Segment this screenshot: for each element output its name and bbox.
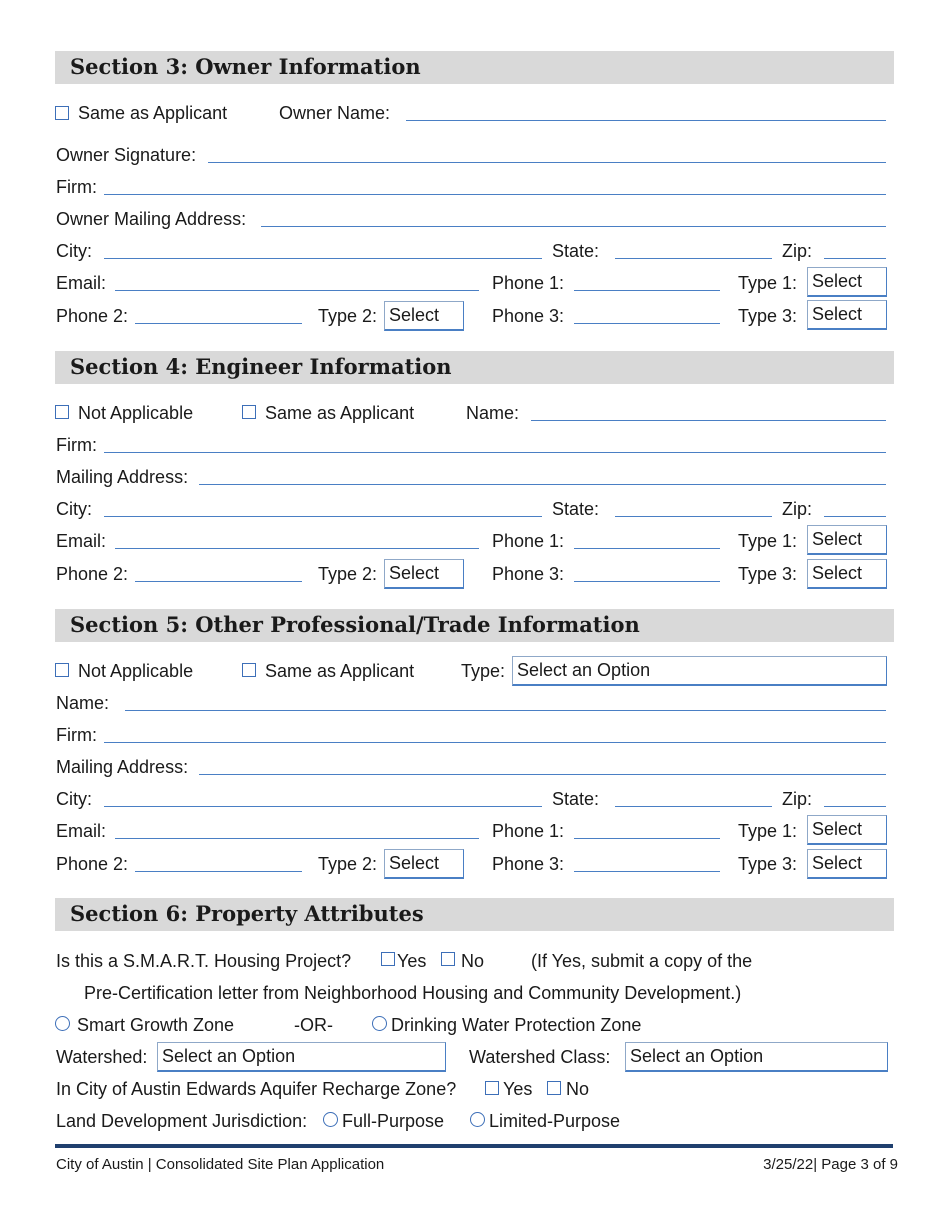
engineer-phone3-field[interactable] (574, 581, 720, 582)
label: Email: (56, 273, 107, 293)
owner-email-field[interactable] (115, 290, 479, 291)
engineer-mailing-address-field[interactable] (199, 484, 886, 485)
owner-zip-field[interactable] (824, 258, 886, 259)
label: Type 1: (738, 531, 798, 551)
other-type3-select[interactable]: Select (807, 849, 887, 879)
owner-phone1-field[interactable] (574, 290, 720, 291)
label: No (461, 951, 485, 971)
engineer-same-as-applicant-checkbox[interactable] (242, 405, 256, 419)
label: Phone 3: (492, 854, 565, 874)
label: Type 1: (738, 821, 798, 841)
label: Type: (461, 661, 506, 681)
smart-no-checkbox[interactable] (441, 952, 455, 966)
label: Firm: (56, 725, 97, 745)
section-title: Section 5: Other Professional/Trade Information (70, 612, 640, 637)
label: Limited-Purpose (489, 1111, 621, 1131)
label: Phone 2: (56, 306, 129, 326)
label: Type 2: (318, 306, 378, 326)
owner-phone2-field[interactable] (135, 323, 302, 324)
engineer-type3-select[interactable]: Select (807, 559, 887, 589)
label: Type 3: (738, 854, 798, 874)
engineer-zip-field[interactable] (824, 516, 886, 517)
label: Yes (397, 951, 427, 971)
label: Owner Signature: (56, 145, 197, 165)
owner-mailing-address-field[interactable] (261, 226, 886, 227)
label: Type 1: (738, 273, 798, 293)
label: Land Development Jurisdiction: (56, 1111, 308, 1131)
label: Zip: (782, 499, 813, 519)
engineer-city-field[interactable] (104, 516, 542, 517)
label: State: (552, 499, 600, 519)
smart-growth-zone-radio[interactable] (55, 1016, 70, 1031)
other-email-field[interactable] (115, 838, 479, 839)
note-text: (If Yes, submit a copy of the (531, 951, 753, 971)
owner-type3-select[interactable]: Select (807, 300, 887, 330)
section-title: Section 4: Engineer Information (70, 354, 452, 379)
other-type1-select[interactable]: Select (807, 815, 887, 845)
label: Not Applicable (78, 403, 194, 423)
label: Is this a S.M.A.R.T. Housing Project? (56, 951, 352, 971)
footer-page-number: 3/25/22| Page 3 of 9 (763, 1156, 898, 1173)
full-purpose-radio[interactable] (323, 1112, 338, 1127)
other-type-select[interactable]: Select an Option (512, 656, 887, 686)
label: Watershed Class: (469, 1047, 611, 1067)
owner-phone3-field[interactable] (574, 323, 720, 324)
other-phone2-field[interactable] (135, 871, 302, 872)
watershed-select[interactable]: Select an Option (157, 1042, 446, 1072)
section-6-header (55, 898, 894, 931)
label: State: (552, 241, 600, 261)
engineer-name-field[interactable] (531, 420, 886, 421)
label: Not Applicable (78, 661, 194, 681)
other-name-field[interactable] (125, 710, 886, 711)
label: Full-Purpose (342, 1111, 445, 1131)
limited-purpose-radio[interactable] (470, 1112, 485, 1127)
label: Mailing Address: (56, 467, 189, 487)
label: Type 2: (318, 854, 378, 874)
drinking-water-protection-zone-radio[interactable] (372, 1016, 387, 1031)
owner-name-field[interactable] (406, 120, 886, 121)
label: Drinking Water Protection Zone (391, 1015, 642, 1035)
label: City: (56, 241, 92, 261)
engineer-not-applicable-checkbox[interactable] (55, 405, 69, 419)
other-type2-select[interactable]: Select (384, 849, 464, 879)
other-mailing-address-field[interactable] (199, 774, 886, 775)
label: -OR- (294, 1015, 333, 1035)
label: Phone 2: (56, 854, 129, 874)
owner-firm-field[interactable] (104, 194, 886, 195)
label: Mailing Address: (56, 757, 189, 777)
label: No (566, 1079, 590, 1099)
label: Owner Mailing Address: (56, 209, 247, 229)
other-phone3-field[interactable] (574, 871, 720, 872)
section-title: Section 6: Property Attributes (70, 901, 424, 926)
engineer-type2-select[interactable]: Select (384, 559, 464, 589)
label: Zip: (782, 789, 813, 809)
label: Phone 2: (56, 564, 129, 584)
other-city-field[interactable] (104, 806, 542, 807)
engineer-phone1-field[interactable] (574, 548, 720, 549)
label: Name: (466, 403, 520, 423)
other-phone1-field[interactable] (574, 838, 720, 839)
label: Firm: (56, 435, 97, 455)
label: City: (56, 499, 92, 519)
engineer-type1-select[interactable]: Select (807, 525, 887, 555)
label: Yes (503, 1079, 533, 1099)
label: Firm: (56, 177, 97, 197)
owner-state-field[interactable] (615, 258, 772, 259)
label: Phone 1: (492, 531, 565, 551)
aquifer-no-checkbox[interactable] (547, 1081, 561, 1095)
engineer-email-field[interactable] (115, 548, 479, 549)
owner-same-as-applicant-checkbox[interactable] (55, 106, 69, 120)
section-3-header (55, 51, 894, 84)
other-firm-field[interactable] (104, 742, 886, 743)
label: Smart Growth Zone (77, 1015, 235, 1035)
other-same-as-applicant-checkbox[interactable] (242, 663, 256, 677)
label: Name: (56, 693, 110, 713)
other-not-applicable-checkbox[interactable] (55, 663, 69, 677)
aquifer-yes-checkbox[interactable] (485, 1081, 499, 1095)
owner-city-field[interactable] (104, 258, 542, 259)
label: Email: (56, 821, 107, 841)
engineer-phone2-field[interactable] (135, 581, 302, 582)
owner-type1-select[interactable]: Select (807, 267, 887, 297)
label: City: (56, 789, 92, 809)
label: Phone 3: (492, 306, 565, 326)
label: Type 3: (738, 564, 798, 584)
label: Same as Applicant (265, 661, 415, 681)
section-5-header (55, 609, 894, 642)
label: In City of Austin Edwards Aquifer Recharge Zone? (56, 1079, 457, 1099)
label: Phone 1: (492, 821, 565, 841)
owner-type2-select[interactable]: Select (384, 301, 464, 331)
owner-signature-field[interactable] (208, 162, 886, 163)
label: Email: (56, 531, 107, 551)
label: Zip: (782, 241, 813, 261)
label: Watershed: (56, 1047, 148, 1067)
other-zip-field[interactable] (824, 806, 886, 807)
label: Type 2: (318, 564, 378, 584)
label: Type 3: (738, 306, 798, 326)
section-title: Section 3: Owner Information (70, 54, 421, 79)
label: Owner Name: (279, 103, 391, 123)
footer-divider (55, 1144, 893, 1148)
label: Phone 1: (492, 273, 565, 293)
footer-left-text: City of Austin | Consolidated Site Plan Application (56, 1156, 385, 1173)
watershed-class-select[interactable]: Select an Option (625, 1042, 888, 1072)
note-text: Pre-Certification letter from Neighborhood Housing and Community Development.) (84, 983, 742, 1003)
other-state-field[interactable] (615, 806, 772, 807)
smart-yes-checkbox[interactable] (381, 952, 395, 966)
engineer-state-field[interactable] (615, 516, 772, 517)
label: Phone 3: (492, 564, 565, 584)
label: Same as Applicant (265, 403, 415, 423)
engineer-firm-field[interactable] (104, 452, 886, 453)
section-4-header (55, 351, 894, 384)
label: State: (552, 789, 600, 809)
label: Same as Applicant (78, 103, 228, 123)
